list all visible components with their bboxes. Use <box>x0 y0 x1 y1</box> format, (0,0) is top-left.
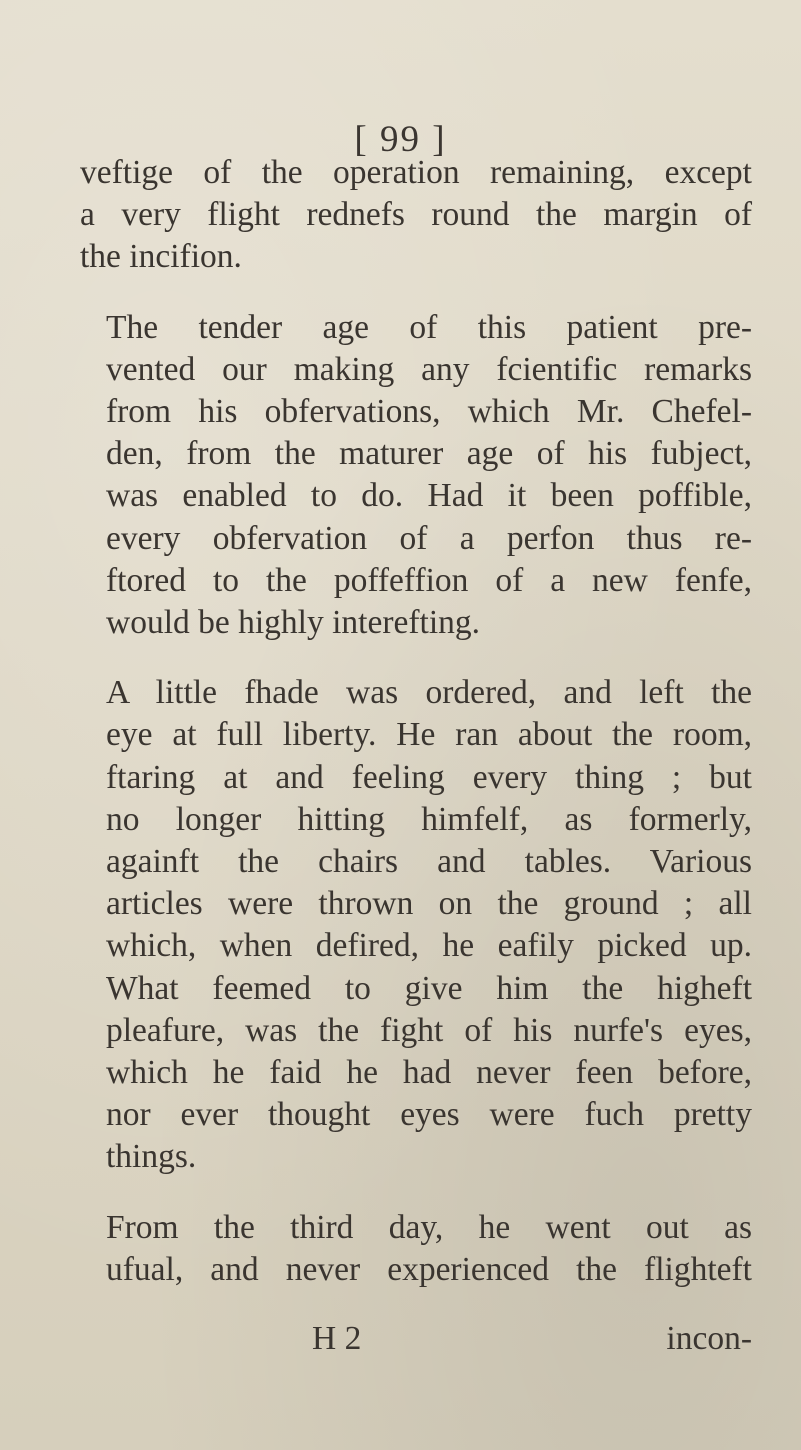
text-line: from his obfervations, which Mr. Chefel- <box>106 393 752 431</box>
text-line: From the third day, he went out as <box>106 1208 752 1246</box>
text-line: every obfervation of a perfon thus re- <box>106 519 752 557</box>
text-line: ftaring at and feeling every thing ; but <box>106 758 752 796</box>
catchword: incon- <box>666 1320 752 1357</box>
text-line: which, when defired, he eafily picked up. <box>106 927 752 965</box>
text-line: was enabled to do. Had it been poffible, <box>106 477 752 515</box>
paragraph-1 <box>80 152 752 279</box>
text-line: things. <box>106 1138 197 1176</box>
text-line: againft the chairs and tables. Various <box>106 843 752 881</box>
text-line: pleafure, was the fight of his nurfe's eyes, <box>106 1011 752 1049</box>
signature-mark: H 2 <box>312 1320 362 1357</box>
text-line: A little fhade was ordered, and left the <box>106 674 752 712</box>
text-line: eye at full liberty. He ran about the room, <box>106 716 752 754</box>
text-line: ufual, and never experienced the flighteft <box>106 1250 752 1288</box>
text-line: den, from the maturer age of his fubject, <box>106 435 752 473</box>
text-line: which he faid he had never feen before, <box>106 1054 752 1092</box>
text-line: nor ever thought eyes were fuch pretty <box>106 1096 752 1134</box>
text-line: a very flight rednefs round the margin of <box>80 196 752 234</box>
text-line: vented our making any fcientific remarks <box>106 350 752 388</box>
text-line: veftige of the operation remaining, except <box>80 154 752 191</box>
paragraph-3 <box>80 672 752 1178</box>
body-text <box>80 152 752 1291</box>
text-line: ftored to the poffeffion of a new fenfe, <box>106 561 752 599</box>
text-line: would be highly interefting. <box>106 604 481 642</box>
text-line: the incifion. <box>80 238 242 276</box>
text-line: The tender age of this patient pre- <box>106 308 752 346</box>
text-line: no longer hitting himfelf, as formerly, <box>106 800 752 838</box>
page-number-header: [ 99 ] <box>354 119 447 160</box>
paragraph-2 <box>80 307 752 645</box>
text-line: articles were thrown on the ground ; all <box>106 885 752 923</box>
text-line: What feemed to give him the higheft <box>106 969 752 1007</box>
paragraph-4 <box>80 1207 752 1291</box>
